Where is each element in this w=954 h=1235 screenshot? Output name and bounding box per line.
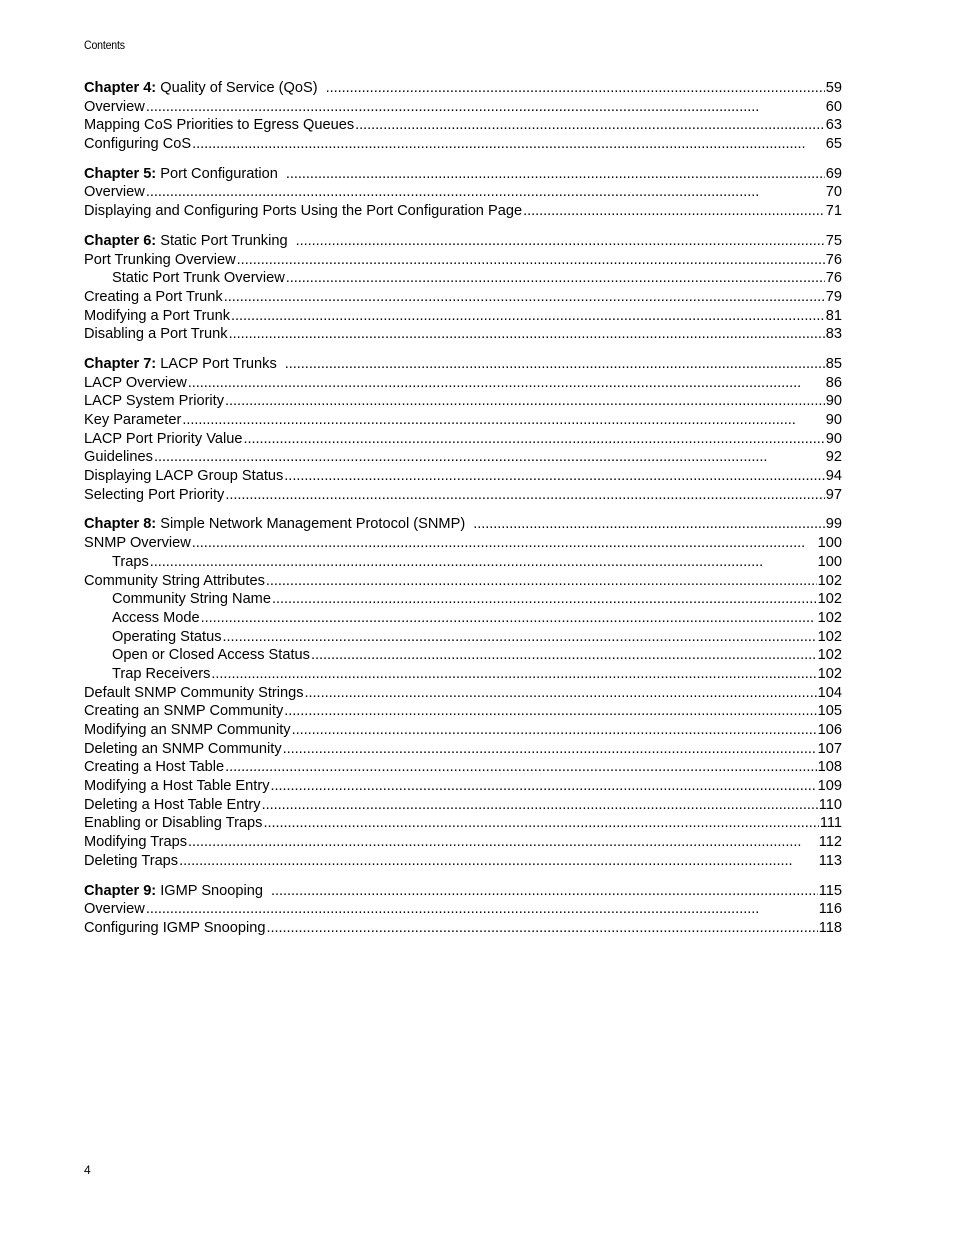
toc-page-number: 102: [817, 665, 842, 682]
toc-chapter-heading[interactable]: [84, 882, 842, 901]
toc-chapter-name: Quality of Service (QoS): [160, 80, 318, 96]
toc-section-entry[interactable]: [84, 392, 842, 411]
toc-entry-title: Creating a Port Trunk: [84, 288, 223, 305]
toc-entry-title: LACP Overview: [84, 374, 187, 391]
toc-chapter-prefix: Chapter 7:: [84, 355, 157, 372]
toc-entry-title: Deleting an SNMP Community: [84, 740, 282, 757]
toc-section-entry[interactable]: [84, 486, 842, 505]
toc-entry-title: Overview: [84, 901, 145, 918]
toc-page-number: 85: [825, 355, 842, 372]
dot-leader: [262, 796, 818, 815]
toc-page-number: 109: [817, 778, 842, 795]
dot-leader: [355, 116, 825, 135]
toc-page-number: 108: [817, 759, 842, 776]
dot-leader: [283, 740, 817, 759]
toc-page-number: 112: [818, 834, 842, 851]
toc-chapter-heading[interactable]: [84, 515, 842, 534]
toc-page-number: 90: [825, 430, 842, 447]
toc-section-entry[interactable]: [84, 374, 842, 393]
toc-page-number: 110: [818, 796, 842, 813]
dot-leader: [266, 919, 817, 938]
toc-section-entry[interactable]: [84, 288, 842, 307]
toc-page-number: 59: [825, 80, 842, 96]
toc-section-entry[interactable]: [84, 448, 842, 467]
toc-page-number: 106: [817, 722, 842, 738]
toc-page-number: 60: [825, 98, 842, 115]
toc-subsection-entry[interactable]: [84, 665, 842, 684]
dot-leader: [188, 374, 825, 393]
toc-section-entry[interactable]: [84, 740, 842, 759]
toc-section-entry[interactable]: [84, 325, 842, 344]
dot-leader: [211, 665, 816, 684]
toc-entry-title: Community String Attributes: [84, 572, 265, 589]
toc-page-number: 116: [818, 901, 842, 918]
toc-page-number: 76: [825, 270, 842, 287]
page-number: 4: [84, 1163, 91, 1177]
dot-leader: [305, 684, 817, 703]
toc-entry-title: Creating a Host Table: [84, 759, 225, 776]
toc-section-entry[interactable]: [84, 702, 842, 721]
dot-leader: [286, 269, 825, 288]
toc-entry-title: Modifying a Port Trunk: [84, 307, 231, 324]
dot-leader: [188, 833, 818, 852]
toc-section-entry[interactable]: [84, 98, 842, 117]
toc-entry-title: Displaying LACP Group Status: [84, 468, 284, 485]
toc-subsection-entry[interactable]: [84, 646, 842, 665]
toc-entry-title: Selecting Port Priority: [84, 486, 225, 503]
dot-leader: [271, 882, 818, 901]
toc-entry-title: Configuring CoS: [84, 136, 192, 153]
dot-leader: [182, 411, 824, 430]
toc-entry-title: Overview: [84, 98, 145, 115]
dot-leader: [296, 232, 825, 251]
toc-entry-title: Modifying Traps: [84, 834, 188, 851]
dot-leader: [146, 900, 818, 919]
toc-page-number: 102: [817, 609, 842, 626]
toc-section-entry[interactable]: [84, 900, 842, 919]
toc-chapter-prefix: Chapter 6:: [84, 232, 157, 249]
toc-entry-title: Deleting a Host Table Entry: [84, 796, 261, 813]
toc-chapter-title: [84, 79, 318, 98]
toc-page-number: 99: [825, 516, 842, 533]
toc-entry-title: Default SNMP Community Strings: [84, 684, 304, 701]
toc-entry-title: Mapping CoS Priorities to Egress Queues: [84, 117, 355, 134]
toc-chapter: [84, 355, 842, 505]
toc-page-number: 97: [825, 486, 842, 503]
toc-page-number: 102: [817, 572, 842, 589]
dot-leader: [192, 135, 825, 154]
toc-section-entry[interactable]: [84, 467, 842, 486]
toc-section-entry[interactable]: [84, 796, 842, 815]
toc-page-number: 102: [817, 628, 842, 645]
toc-chapter: [84, 232, 842, 344]
toc-subsection-entry[interactable]: [84, 628, 842, 647]
toc-chapter-heading[interactable]: [84, 232, 842, 251]
toc-entry-title: Enabling or Disabling Traps: [84, 815, 263, 832]
toc-section-entry[interactable]: [84, 572, 842, 591]
toc-entry-title: Open or Closed Access Status: [112, 647, 310, 664]
toc-page-number: 69: [825, 165, 842, 182]
toc-chapter-title: [84, 165, 278, 184]
toc-entry-title: Modifying a Host Table Entry: [84, 778, 270, 795]
toc-chapter-name: Simple Network Management Protocol (SNMP): [160, 516, 466, 533]
dot-leader: [473, 515, 825, 534]
toc-page-number: 105: [817, 703, 842, 720]
toc-page-number: 81: [825, 307, 842, 324]
toc-entry-title: Disabling a Port Trunk: [84, 326, 228, 343]
dot-leader: [263, 814, 818, 833]
dot-leader: [271, 777, 817, 796]
toc-page-number: 90: [825, 393, 842, 410]
toc-entry-title: SNMP Overview: [84, 535, 191, 552]
dot-leader: [237, 251, 825, 270]
toc-chapter-heading[interactable]: [84, 79, 842, 98]
running-header: Contents: [84, 38, 125, 52]
toc-entry-title: Overview: [84, 184, 145, 201]
toc-entry-title: Deleting Traps: [84, 852, 179, 869]
toc-entry-title: Access Mode: [112, 609, 200, 626]
toc-page-number: 92: [825, 449, 842, 466]
toc-page-number: 70: [825, 184, 842, 201]
dot-leader: [284, 702, 816, 721]
dot-leader: [192, 534, 817, 553]
toc-section-entry[interactable]: [84, 758, 842, 777]
toc-section-entry[interactable]: [84, 919, 842, 938]
toc-page-number: 107: [817, 740, 842, 757]
toc-entry-title: LACP System Priority: [84, 393, 225, 410]
toc-page-number: 111: [819, 815, 842, 832]
toc-subsection-entry[interactable]: [84, 553, 842, 572]
toc-chapter-name: Static Port Trunking: [160, 232, 288, 249]
toc-page-number: 90: [825, 412, 842, 428]
toc-section-entry[interactable]: [84, 430, 842, 449]
toc-section-entry[interactable]: [84, 202, 842, 221]
toc-page-number: 63: [825, 117, 842, 134]
toc-chapter: [84, 882, 842, 938]
dot-leader: [225, 392, 825, 411]
dot-leader: [266, 572, 817, 591]
toc-chapter: [84, 79, 842, 154]
dot-leader: [284, 467, 824, 486]
toc-section-entry[interactable]: [84, 307, 842, 326]
toc-section-entry[interactable]: [84, 684, 842, 703]
dot-leader: [231, 307, 825, 326]
toc-entry-title: Port Trunking Overview: [84, 251, 236, 268]
toc-entry-title: Guidelines: [84, 449, 153, 466]
dot-leader: [285, 355, 825, 374]
toc-page-number: 102: [817, 591, 842, 608]
toc-entry-title: Static Port Trunk Overview: [112, 270, 285, 287]
toc-page-number: 76: [825, 251, 842, 268]
toc-entry-title: Displaying and Configuring Ports Using the Port Configuration Page: [84, 203, 523, 220]
toc-entry-title: Traps: [112, 553, 149, 570]
toc-entry-title: Creating an SNMP Community: [84, 703, 284, 720]
toc-chapter-title: [84, 232, 288, 251]
dot-leader: [201, 609, 817, 628]
toc-page-number: 65: [825, 136, 842, 153]
toc-chapter-name: LACP Port Trunks: [160, 355, 277, 372]
toc-section-entry[interactable]: [84, 135, 842, 154]
dot-leader: [286, 165, 825, 184]
toc-page-number: 83: [825, 326, 842, 343]
dot-leader: [154, 448, 825, 467]
toc-section-entry[interactable]: [84, 534, 842, 553]
toc-chapter-title: [84, 882, 263, 901]
toc-chapter: [84, 165, 842, 221]
toc-page-number: 115: [818, 882, 842, 899]
dot-leader: [229, 325, 825, 344]
toc-page-number: 71: [825, 203, 842, 220]
toc-chapter-prefix: Chapter 9:: [84, 882, 157, 899]
toc-subsection-entry[interactable]: [84, 609, 842, 628]
toc-chapter-prefix: Chapter 8:: [84, 516, 157, 533]
dot-leader: [146, 98, 825, 117]
toc-page-number: 102: [817, 647, 842, 664]
toc-section-entry[interactable]: [84, 833, 842, 852]
toc-section-entry[interactable]: [84, 777, 842, 796]
toc-entry-title: Configuring IGMP Snooping: [84, 919, 266, 936]
toc-page-number: 113: [818, 852, 842, 869]
toc-page-number: 75: [825, 232, 842, 249]
dot-leader: [292, 721, 817, 740]
toc-page-number: 79: [825, 288, 842, 305]
dot-leader: [150, 553, 817, 572]
toc-entry-title: Key Parameter: [84, 412, 182, 428]
toc-chapter-prefix: Chapter 5:: [84, 165, 157, 182]
toc-section-entry[interactable]: [84, 116, 842, 135]
toc-page-number: 94: [825, 468, 842, 485]
toc-chapter-name: IGMP Snooping: [160, 882, 263, 899]
dot-leader: [224, 288, 825, 307]
toc-section-entry[interactable]: [84, 852, 842, 871]
dot-leader: [179, 852, 818, 871]
dot-leader: [523, 202, 825, 221]
toc-entry-title: Trap Receivers: [112, 665, 211, 682]
dot-leader: [272, 590, 817, 609]
toc-chapter-heading[interactable]: [84, 355, 842, 374]
toc-entry-title: Operating Status: [112, 628, 222, 645]
dot-leader: [223, 628, 817, 647]
toc-chapter-prefix: Chapter 4:: [84, 80, 157, 96]
toc-chapter-name: Port Configuration: [160, 165, 278, 182]
toc-chapter-title: [84, 355, 277, 374]
toc-page-number: 100: [817, 535, 842, 552]
table-of-contents: [84, 79, 842, 949]
toc-section-entry[interactable]: [84, 251, 842, 270]
dot-leader: [225, 758, 817, 777]
toc-section-entry[interactable]: [84, 814, 842, 833]
toc-page-number: 104: [817, 684, 842, 701]
toc-entry-title: Modifying an SNMP Community: [84, 722, 291, 738]
dot-leader: [326, 79, 825, 98]
toc-chapter-title: [84, 515, 465, 534]
dot-leader: [243, 430, 824, 449]
toc-section-entry[interactable]: [84, 721, 842, 740]
toc-section-entry[interactable]: [84, 411, 842, 430]
dot-leader: [225, 486, 824, 505]
toc-chapter: [84, 515, 842, 870]
dot-leader: [311, 646, 817, 665]
toc-section-entry[interactable]: [84, 183, 842, 202]
toc-page-number: 100: [817, 553, 842, 570]
toc-chapter-heading[interactable]: [84, 165, 842, 184]
toc-page-number: 118: [818, 919, 842, 936]
dot-leader: [146, 183, 825, 202]
toc-entry-title: Community String Name: [112, 591, 271, 608]
toc-page-number: 86: [825, 374, 842, 391]
toc-entry-title: LACP Port Priority Value: [84, 430, 243, 447]
toc-subsection-entry[interactable]: [84, 269, 842, 288]
toc-subsection-entry[interactable]: [84, 590, 842, 609]
